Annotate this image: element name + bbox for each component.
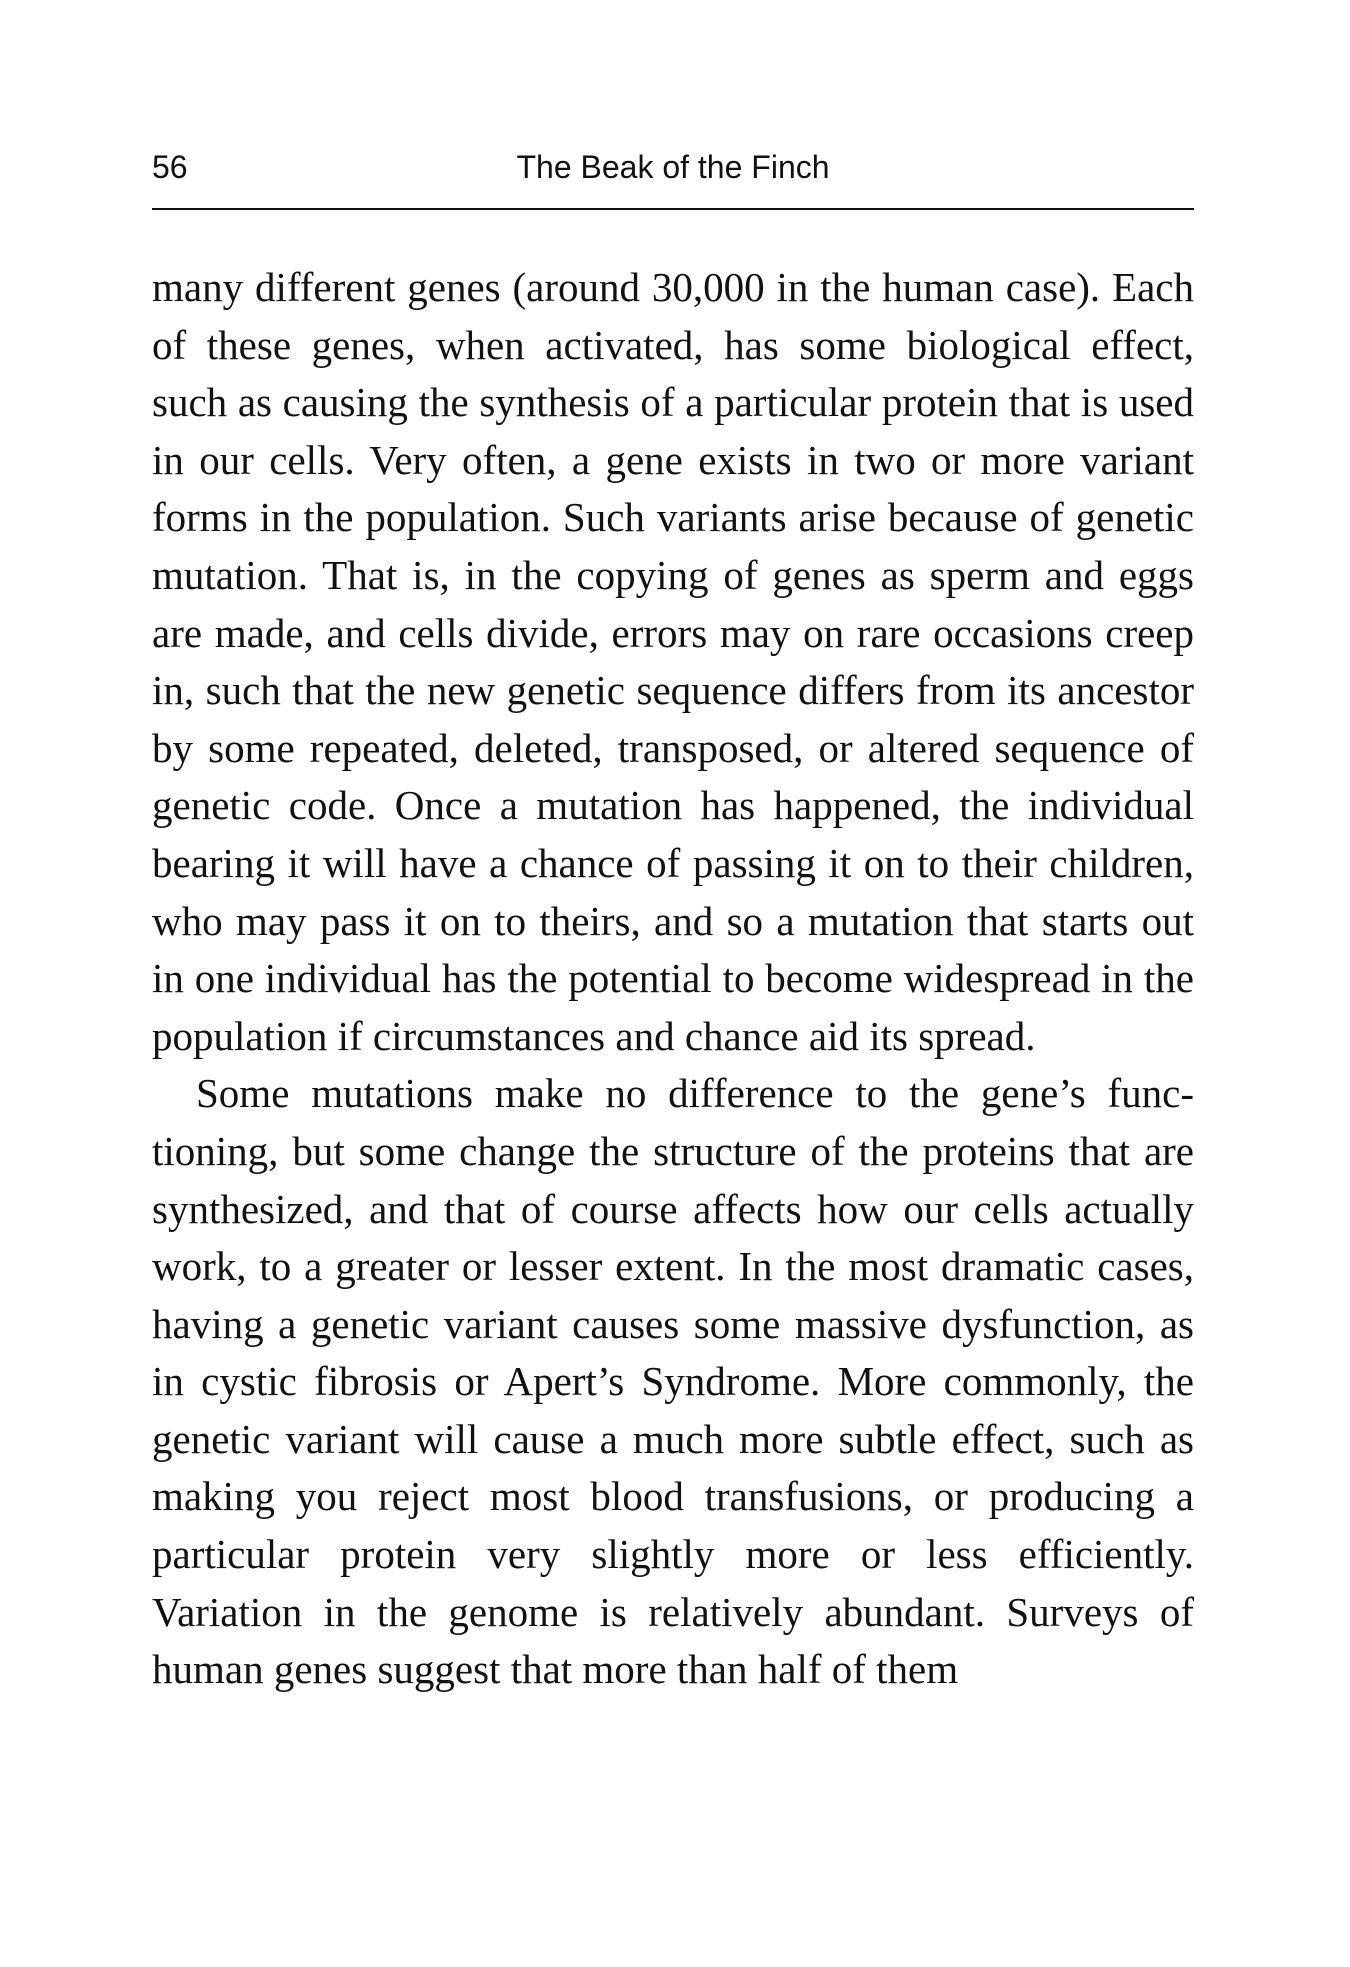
page-number: 56	[152, 149, 188, 185]
paragraph: Some mutations make no difference to the gene’s functioning, but some change the structure of the proteins that are synthesized, and that of course affects how our cells actually work, to a greater or lesser extent. In the most dramatic cases, having a genetic variant causes some massive dysfunction, as in cystic fibrosis or Apert’s Syndrome. More commonly, the genetic variant will cause a much more subtle effect, such as making you reject most blood transfusions, or producing a particular protein very slightly more or less efficiently. Variation in the genome is relatively abundant. Surveys of human genes suggest that more than half of them	[152, 1070, 1194, 1693]
book-title: The Beak of the Finch	[516, 149, 830, 185]
paragraph: many different genes (around 30,000 in the human case). Each of these genes, when activated, has some biological effect, such as causing the synthesis of a particular protein that is used in our cells. Very often, a gene exists in two or more variant forms in the population. Such variants arise because of genetic mutation. That is, in the copying of genes as sperm and eggs are made, and cells divide, errors may on rare occasions creep in, such that the new genetic sequence differs from its ancestor by some repeated, deleted, transposed, or altered sequence of genetic code. Once a mutation has happened, the individual bearing it will have a chance of passing it on to their children, who may pass it on to theirs, and so a mutation that starts out in one individual has the potential to become widespread in the population if circumstances and chance aid its spread.	[152, 264, 1194, 1059]
header-divider	[152, 208, 1194, 210]
body-text	[152, 259, 1194, 1699]
running-head	[152, 145, 1194, 189]
book-page	[152, 0, 1194, 1967]
